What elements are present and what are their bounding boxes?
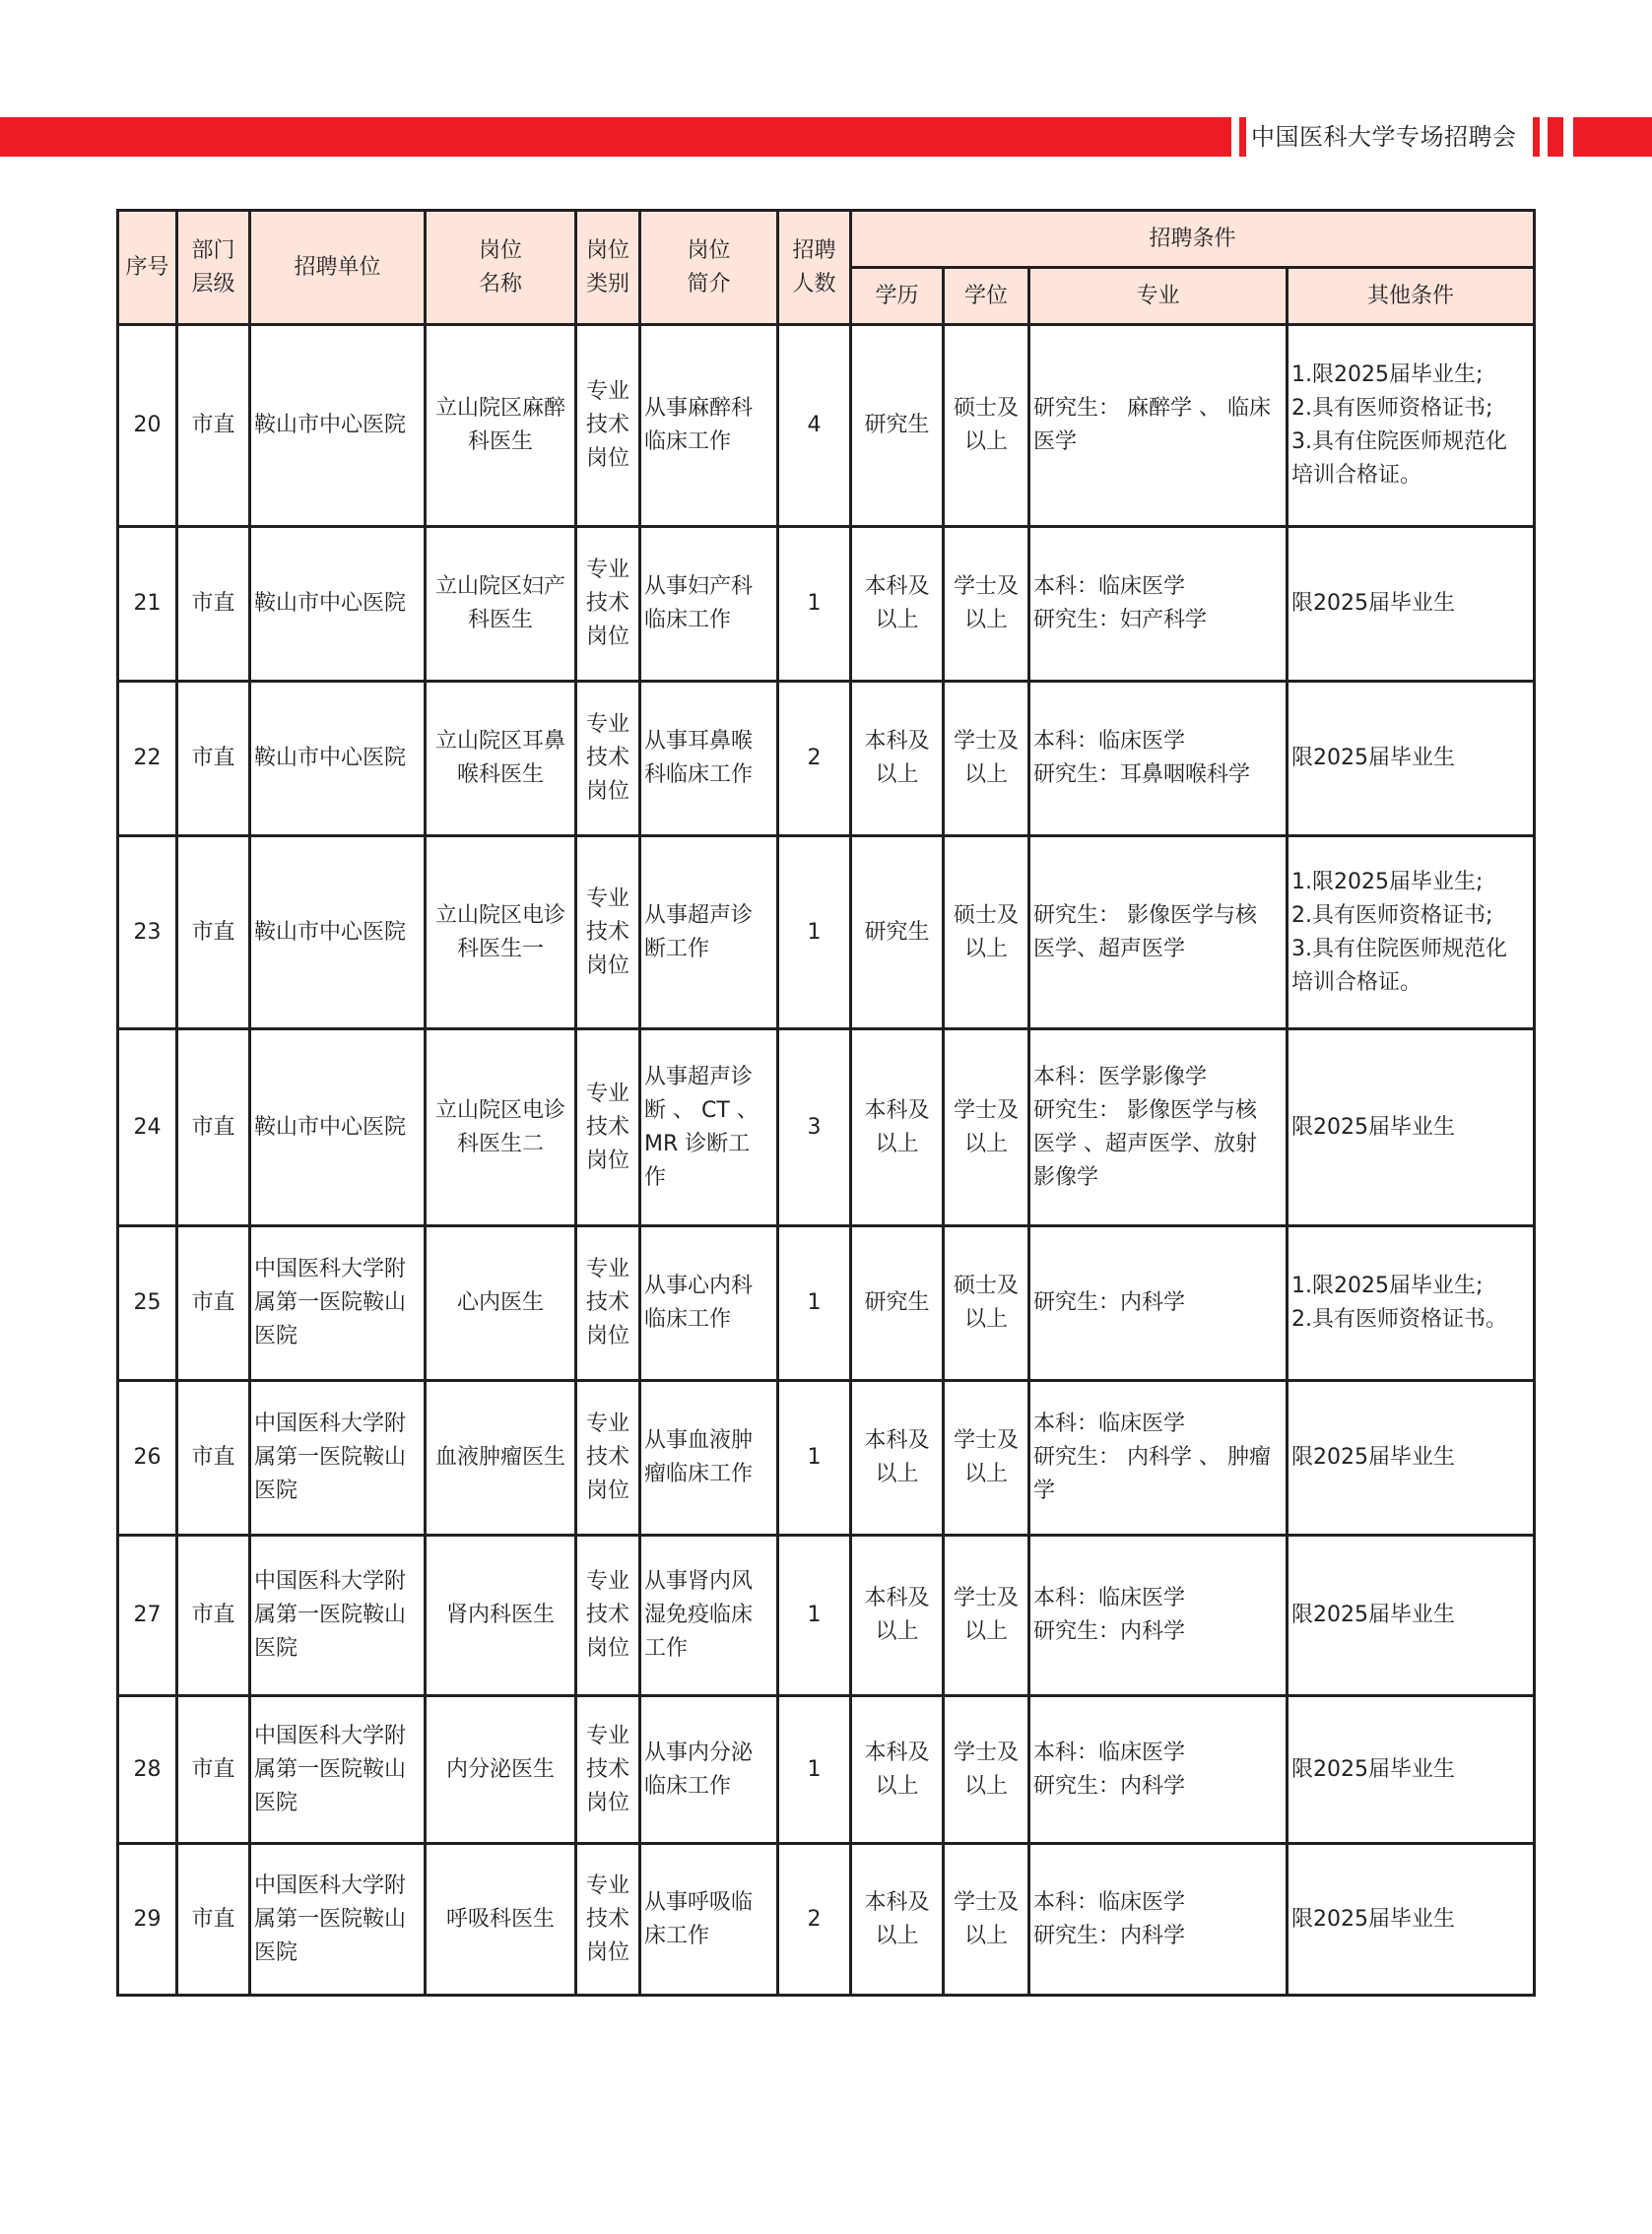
cell-headcount: 1 [778,527,851,682]
cell-post-type: 专业 技术 岗位 [576,325,640,527]
cell-post-type: 专业 技术 岗位 [576,1536,640,1696]
cell-seq: 20 [118,325,177,527]
cell-major: 本科：临床医学 研究生：内科学 [1029,1696,1288,1844]
cell-dept-level: 市直 [177,836,250,1029]
cell-post-desc: 从事心内科 临床工作 [640,1226,778,1381]
table-row [118,1536,1535,1696]
cell-other: 限2025届毕业生 [1288,1536,1535,1696]
cell-education: 本科及 以上 [851,682,944,836]
banner-bar-right-3 [1573,117,1652,157]
cell-education: 研究生 [851,325,944,527]
cell-other: 限2025届毕业生 [1288,682,1535,836]
cell-other: 限2025届毕业生 [1288,1381,1535,1536]
cell-education: 本科及 以上 [851,527,944,682]
header-headcount: 招聘 人数 [778,211,851,325]
cell-seq: 25 [118,1226,177,1381]
cell-degree: 硕士及 以上 [944,1226,1029,1381]
cell-post-desc: 从事超声诊 断工作 [640,836,778,1029]
cell-unit: 鞍山市中心医院 [250,1029,426,1226]
cell-other: 限2025届毕业生 [1288,527,1535,682]
cell-unit: 中国医科大学附 属第一医院鞍山 医院 [250,1536,426,1696]
cell-post-desc: 从事超声诊 断 、 CT 、 MR 诊断工 作 [640,1029,778,1226]
cell-post-name: 内分泌医生 [426,1696,576,1844]
cell-education: 研究生 [851,836,944,1029]
cell-major: 本科：临床医学 研究生：妇产科学 [1029,527,1288,682]
header-dept-level: 部门 层级 [177,211,250,325]
cell-major: 本科：临床医学 研究生：内科学 [1029,1844,1288,1996]
cell-degree: 学士及 以上 [944,1844,1029,1996]
header-other: 其他条件 [1288,268,1535,325]
cell-seq: 28 [118,1696,177,1844]
cell-post-desc: 从事耳鼻喉 科临床工作 [640,682,778,836]
cell-post-type: 专业 技术 岗位 [576,1029,640,1226]
cell-other: 限2025届毕业生 [1288,1029,1535,1226]
cell-post-desc: 从事血液肿 瘤临床工作 [640,1381,778,1536]
cell-education: 本科及 以上 [851,1029,944,1226]
cell-major: 研究生：内科学 [1029,1226,1288,1381]
cell-seq: 27 [118,1536,177,1696]
cell-unit: 鞍山市中心医院 [250,836,426,1029]
cell-post-name: 心内医生 [426,1226,576,1381]
table-row [118,682,1535,836]
table-row [118,527,1535,682]
cell-post-type: 专业 技术 岗位 [576,1226,640,1381]
cell-unit: 中国医科大学附 属第一医院鞍山 医院 [250,1226,426,1381]
cell-post-type: 专业 技术 岗位 [576,1844,640,1996]
cell-education: 本科及 以上 [851,1696,944,1844]
cell-headcount: 3 [778,1029,851,1226]
cell-other: 限2025届毕业生 [1288,1696,1535,1844]
cell-degree: 学士及 以上 [944,682,1029,836]
cell-seq: 23 [118,836,177,1029]
cell-post-desc: 从事麻醉科 临床工作 [640,325,778,527]
cell-education: 本科及 以上 [851,1536,944,1696]
cell-post-type: 专业 技术 岗位 [576,1381,640,1536]
table-row [118,325,1535,527]
table-row [118,1844,1535,1996]
header-post-desc: 岗位 简介 [640,211,778,325]
cell-degree: 学士及 以上 [944,527,1029,682]
cell-unit: 鞍山市中心医院 [250,325,426,527]
cell-post-name: 立山院区耳鼻 喉科医生 [426,682,576,836]
header-post-name: 岗位 名称 [426,211,576,325]
cell-major: 本科：临床医学 研究生： 内科学 、 肿瘤 学 [1029,1381,1288,1536]
cell-degree: 学士及 以上 [944,1381,1029,1536]
cell-post-type: 专业 技术 岗位 [576,836,640,1029]
cell-post-desc: 从事肾内风 湿免疫临床 工作 [640,1536,778,1696]
header-education: 学历 [851,268,944,325]
cell-seq: 24 [118,1029,177,1226]
cell-dept-level: 市直 [177,325,250,527]
cell-headcount: 1 [778,1381,851,1536]
cell-seq: 22 [118,682,177,836]
cell-major: 研究生： 影像医学与核 医学、超声医学 [1029,836,1288,1029]
cell-major: 本科：临床医学 研究生：内科学 [1029,1536,1288,1696]
cell-dept-level: 市直 [177,682,250,836]
cell-dept-level: 市直 [177,1844,250,1996]
cell-major: 本科：临床医学 研究生：耳鼻咽喉科学 [1029,682,1288,836]
cell-dept-level: 市直 [177,527,250,682]
header-seq: 序号 [118,211,177,325]
header-unit: 招聘单位 [250,211,426,325]
cell-unit: 鞍山市中心医院 [250,682,426,836]
table-row [118,1696,1535,1844]
cell-post-name: 血液肿瘤医生 [426,1381,576,1536]
table-row [118,1381,1535,1536]
cell-other: 限2025届毕业生 [1288,1844,1535,1996]
cell-seq: 21 [118,527,177,682]
cell-other: 1.限2025届毕业生; 2.具有医师资格证书; 3.具有住院医师规范化 培训合格证。 [1288,325,1535,527]
cell-post-name: 立山院区麻醉 科医生 [426,325,576,527]
cell-headcount: 1 [778,1226,851,1381]
cell-dept-level: 市直 [177,1536,250,1696]
cell-other: 1.限2025届毕业生; 2.具有医师资格证书。 [1288,1226,1535,1381]
cell-unit: 中国医科大学附 属第一医院鞍山 医院 [250,1844,426,1996]
table-row [118,1226,1535,1381]
banner-bar-accent [1239,117,1246,157]
cell-seq: 29 [118,1844,177,1996]
cell-headcount: 1 [778,836,851,1029]
table-row [118,836,1535,1029]
cell-post-name: 立山院区电诊 科医生二 [426,1029,576,1226]
cell-education: 研究生 [851,1226,944,1381]
cell-headcount: 1 [778,1696,851,1844]
cell-post-name: 呼吸科医生 [426,1844,576,1996]
cell-post-type: 专业 技术 岗位 [576,682,640,836]
cell-degree: 学士及 以上 [944,1696,1029,1844]
cell-major: 本科：医学影像学 研究生： 影像医学与核 医学 、超声医学、放射 影像学 [1029,1029,1288,1226]
cell-education: 本科及 以上 [851,1844,944,1996]
cell-dept-level: 市直 [177,1381,250,1536]
cell-headcount: 4 [778,325,851,527]
banner-bar-left [0,117,1231,157]
cell-post-desc: 从事内分泌 临床工作 [640,1696,778,1844]
cell-headcount: 2 [778,1844,851,1996]
cell-other: 1.限2025届毕业生; 2.具有医师资格证书; 3.具有住院医师规范化 培训合格证。 [1288,836,1535,1029]
table-body [118,325,1535,1996]
header-conditions: 招聘条件 [851,211,1535,268]
header-degree: 学位 [944,268,1029,325]
cell-post-desc: 从事呼吸临 床工作 [640,1844,778,1996]
cell-unit: 中国医科大学附 属第一医院鞍山 医院 [250,1381,426,1536]
cell-dept-level: 市直 [177,1696,250,1844]
banner-title: 中国医科大学专场招聘会 [1251,123,1517,151]
cell-post-desc: 从事妇产科 临床工作 [640,527,778,682]
cell-headcount: 1 [778,1536,851,1696]
cell-degree: 学士及 以上 [944,1029,1029,1226]
cell-degree: 硕士及 以上 [944,325,1029,527]
table-row [118,1029,1535,1226]
cell-unit: 中国医科大学附 属第一医院鞍山 医院 [250,1696,426,1844]
cell-dept-level: 市直 [177,1029,250,1226]
cell-seq: 26 [118,1381,177,1536]
cell-dept-level: 市直 [177,1226,250,1381]
cell-post-type: 专业 技术 岗位 [576,527,640,682]
cell-headcount: 2 [778,682,851,836]
cell-degree: 学士及 以上 [944,1536,1029,1696]
recruitment-table [116,209,1536,1997]
cell-education: 本科及 以上 [851,1381,944,1536]
banner-bar-right-2 [1548,117,1563,157]
cell-unit: 鞍山市中心医院 [250,527,426,682]
cell-post-name: 肾内科医生 [426,1536,576,1696]
header-row-1 [118,211,1535,268]
cell-degree: 硕士及 以上 [944,836,1029,1029]
banner-bar-right-1 [1533,117,1540,157]
cell-post-name: 立山院区妇产 科医生 [426,527,576,682]
cell-post-type: 专业 技术 岗位 [576,1696,640,1844]
cell-post-name: 立山院区电诊 科医生一 [426,836,576,1029]
cell-major: 研究生： 麻醉学 、 临床 医学 [1029,325,1288,527]
header-major: 专业 [1029,268,1288,325]
header-post-type: 岗位 类别 [576,211,640,325]
